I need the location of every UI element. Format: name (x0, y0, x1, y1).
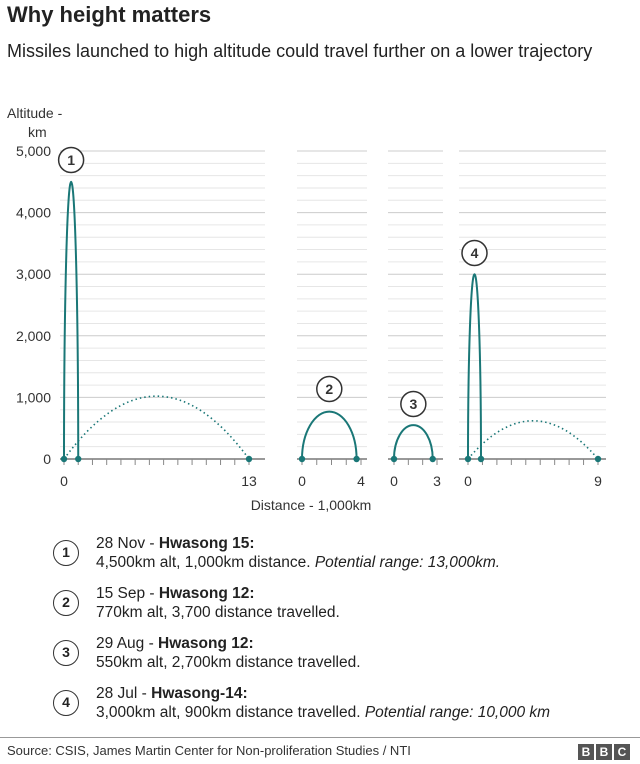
logo-letter: B (578, 744, 594, 760)
logo-letter: C (614, 744, 630, 760)
legend-detail (96, 704, 550, 722)
x-tick-label: 13 (241, 473, 257, 489)
bbc-logo (578, 744, 630, 760)
legend-detail (96, 654, 361, 672)
landing-dot (595, 456, 601, 462)
legend-badge: 4 (53, 690, 79, 716)
legend-potential-range: Potential range: 10,000 km (364, 704, 551, 721)
x-tick-label: 3 (433, 473, 441, 489)
legend-badge: 3 (53, 640, 79, 666)
landing-dot (478, 456, 484, 462)
legend-date: 15 Sep - (96, 585, 159, 602)
legend-item-4 (50, 682, 635, 732)
legend-missile-name: Hwasong 15: (158, 535, 255, 552)
landing-dot (75, 456, 81, 462)
legend-item-1 (50, 532, 635, 582)
trajectory-badge-label: 4 (470, 245, 479, 261)
legend-missile-name: Hwasong-14: (151, 685, 248, 702)
legend (50, 532, 635, 732)
trajectory-badge-label: 1 (67, 152, 76, 168)
actual-trajectory (64, 182, 78, 459)
actual-trajectory (302, 412, 357, 459)
legend-badge: 1 (53, 540, 79, 566)
y-tick-label: 5,000 (15, 143, 51, 159)
legend-item-2 (50, 582, 635, 632)
potential-trajectory (468, 421, 598, 459)
x-tick-label: 0 (464, 473, 472, 489)
y-axis-title: Altitude - (7, 105, 63, 121)
trajectory-badge-label: 3 (409, 396, 418, 412)
legend-potential-range: Potential range: 13,000km. (314, 554, 501, 571)
source-note: Source: CSIS, James Martin Center for Non-proliferation Studies / NTI (7, 743, 411, 758)
actual-trajectory (468, 274, 481, 459)
footer-divider (0, 737, 640, 738)
x-tick-label: 4 (357, 473, 365, 489)
x-tick-label: 0 (390, 473, 398, 489)
legend-item-3 (50, 632, 635, 682)
y-axis-title: km (28, 124, 47, 140)
launch-dot (299, 456, 305, 462)
landing-dot (430, 456, 436, 462)
y-tick-label: 1,000 (15, 389, 51, 406)
legend-heading (96, 685, 248, 703)
launch-dot (391, 456, 397, 462)
y-tick-label: 0 (43, 451, 51, 467)
legend-date: 29 Aug - (96, 635, 159, 652)
x-tick-label: 0 (298, 473, 306, 489)
landing-dot (353, 456, 359, 462)
launch-dot (465, 456, 471, 462)
legend-heading (96, 635, 254, 653)
trajectory-badge-label: 2 (325, 381, 334, 397)
x-tick-label: 9 (594, 473, 602, 489)
potential-trajectory (64, 396, 249, 459)
legend-badge: 2 (53, 590, 79, 616)
y-tick-label: 2,000 (15, 327, 51, 344)
logo-letter: B (596, 744, 612, 760)
legend-detail (96, 604, 340, 622)
x-tick-label: 0 (60, 473, 68, 489)
actual-trajectory (394, 425, 433, 459)
launch-dot (61, 456, 67, 462)
legend-missile-name: Hwasong 12: (158, 585, 255, 602)
y-tick-label: 3,000 (15, 266, 51, 283)
subtitle: Missiles launched to high altitude could travel further on a lower trajectory (7, 41, 593, 61)
legend-detail (96, 554, 500, 572)
y-tick-label: 4,000 (15, 204, 51, 221)
legend-missile-name: Hwasong 12: (158, 635, 254, 652)
landing-dot (246, 456, 252, 462)
legend-detail-text: 550km alt, 2,700km distance travelled. (96, 654, 361, 671)
legend-detail-text: 770km alt, 3,700 distance travelled. (96, 604, 340, 621)
x-axis-title: Distance - 1,000km (250, 497, 372, 513)
legend-heading (96, 585, 255, 603)
legend-detail-text: 4,500km alt, 1,000km distance. (96, 554, 315, 571)
page-title: Why height matters (7, 2, 212, 27)
legend-heading (96, 535, 255, 553)
legend-date: 28 Nov - (96, 535, 159, 552)
legend-detail-text: 3,000km alt, 900km distance travelled. (96, 704, 365, 721)
legend-date: 28 Jul - (96, 685, 152, 702)
